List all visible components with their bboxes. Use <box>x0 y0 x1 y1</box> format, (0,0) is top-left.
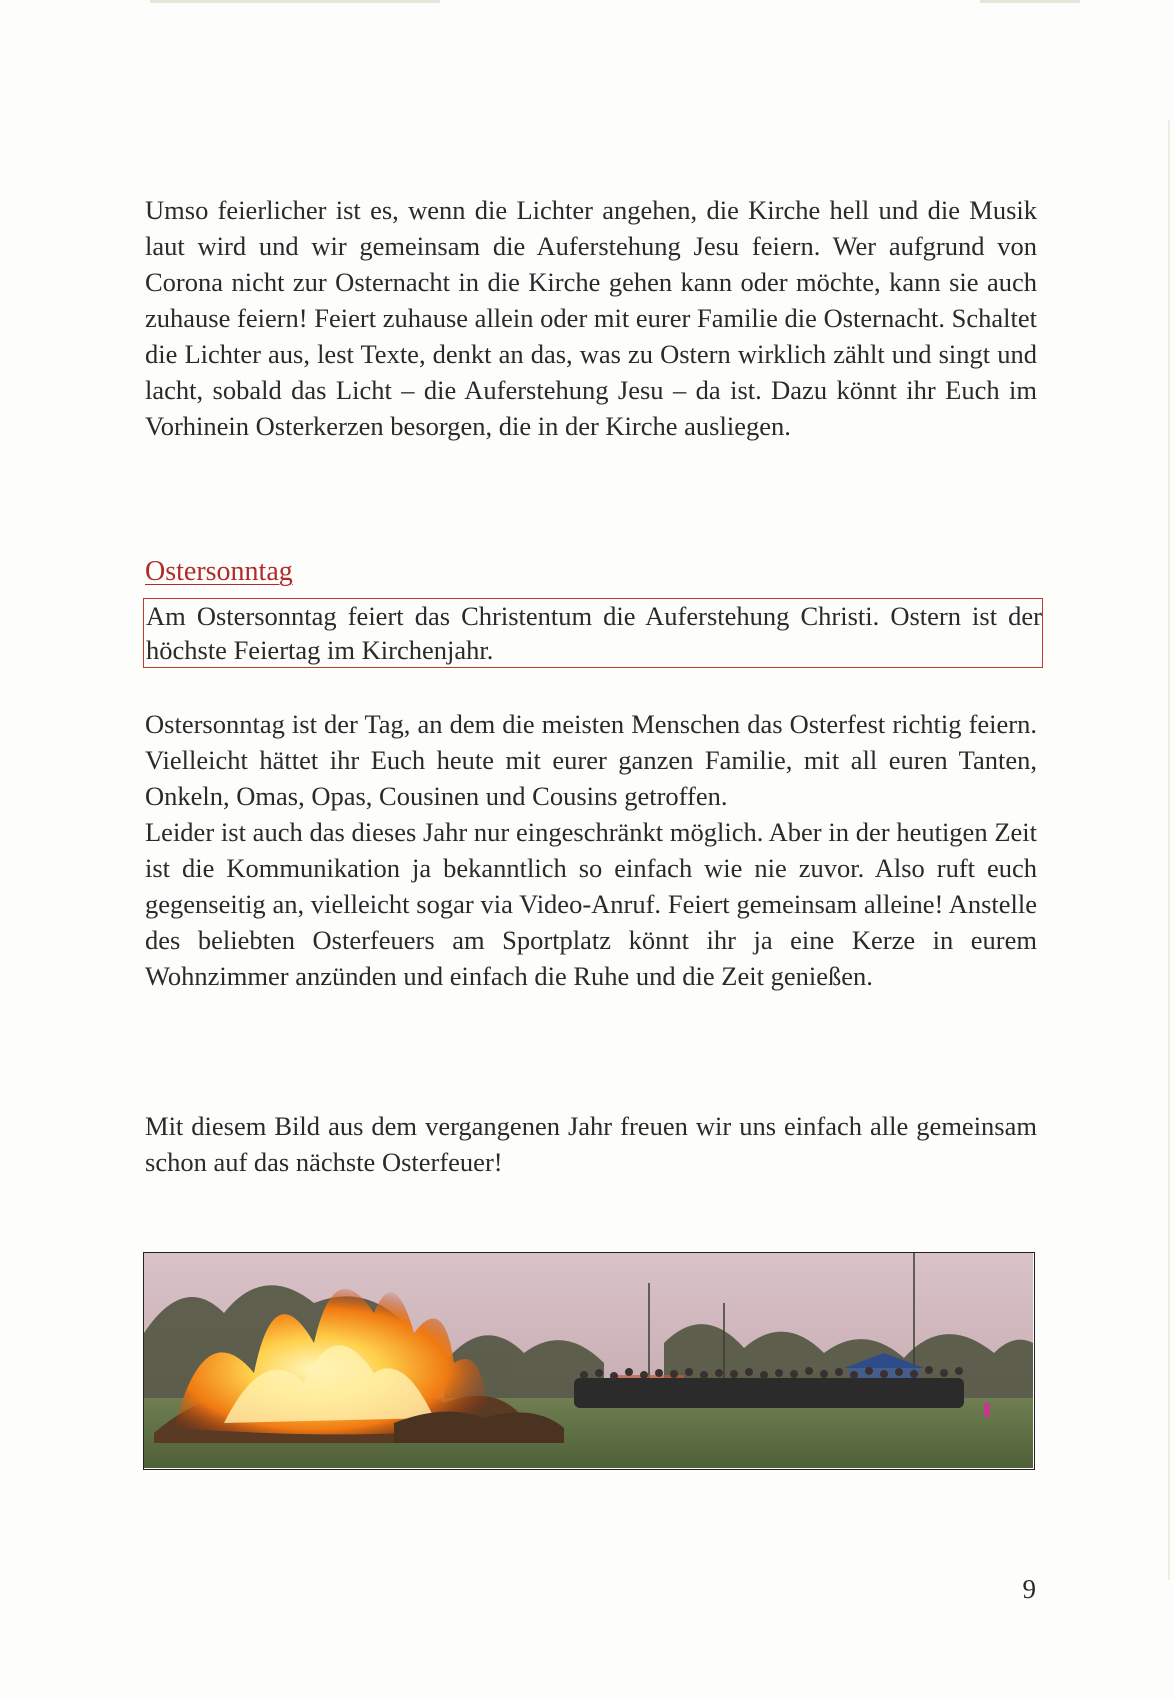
page-number: 9 <box>1022 1574 1036 1604</box>
intro-paragraph: Umso feierlicher ist es, wenn die Lichter angehen, die Kirche hell und die Musik laut wird und wir gemeinsam die Auferstehung Jesu feiern. Wer aufgrund von Corona nicht zur Osternacht in die Kirche gehen kann oder möchte, kann sie auch zuhause feiern! Feiert zuhause allein oder mit eurer Familie die Osternacht. Schaltet die Lichter aus, lest Texte, denkt an das, was zu Ostern wirklich zählt und singt und lacht, sobald das Licht – die Auferstehung Jesu – da ist. Dazu könnt ihr Euch im Vorhinein Osterkerzen besorgen, die in der Kirche ausliegen. <box>145 195 1037 441</box>
closing-text <box>145 1108 1037 1180</box>
body-paragraph-3: Mit diesem Bild aus dem vergangenen Jahr freuen wir uns einfach alle gemeinsam schon auf das nächste Osterfeuer! <box>145 1111 1037 1177</box>
section-body <box>145 706 1037 994</box>
easter-bonfire-photo <box>143 1252 1035 1470</box>
intro-text <box>145 192 1037 444</box>
scan-edge-mark <box>150 0 440 3</box>
highlight-box <box>143 598 1043 668</box>
highlight-text: Am Ostersonntag feiert das Christentum die Auferstehung Christi. Ostern ist der höchste Feiertag im Kirchenjahr. <box>146 601 1042 665</box>
body-paragraph-2: Leider ist auch das dieses Jahr nur eingeschränkt möglich. Aber in der heutigen Zeit ist die Kommunikation ja bekanntlich so einfach wie nie zuvor. Also ruft euch gegenseitig an, vielleicht sogar via Video-Anruf. Feiert gemeinsam alleine! Anstelle des beliebten Osterfeuers am Sportplatz könnt ihr ja eine Kerze in eurem Wohnzimmer anzünden und einfach die Ruhe und die Zeit genießen. <box>145 817 1037 991</box>
bonfire-illustration <box>144 1253 1033 1468</box>
section-heading: Ostersonntag <box>145 556 293 587</box>
scan-edge-mark <box>980 0 1080 3</box>
body-paragraph-1: Ostersonntag ist der Tag, an dem die meisten Menschen das Osterfest richtig feiern. Vielleicht hättet ihr Euch heute mit eurer ganzen Familie, mit all euren Tanten, Onkeln, Omas, Opas, Cousinen und Cousins getroffen. <box>145 709 1037 811</box>
scan-edge-mark <box>1168 120 1170 1580</box>
